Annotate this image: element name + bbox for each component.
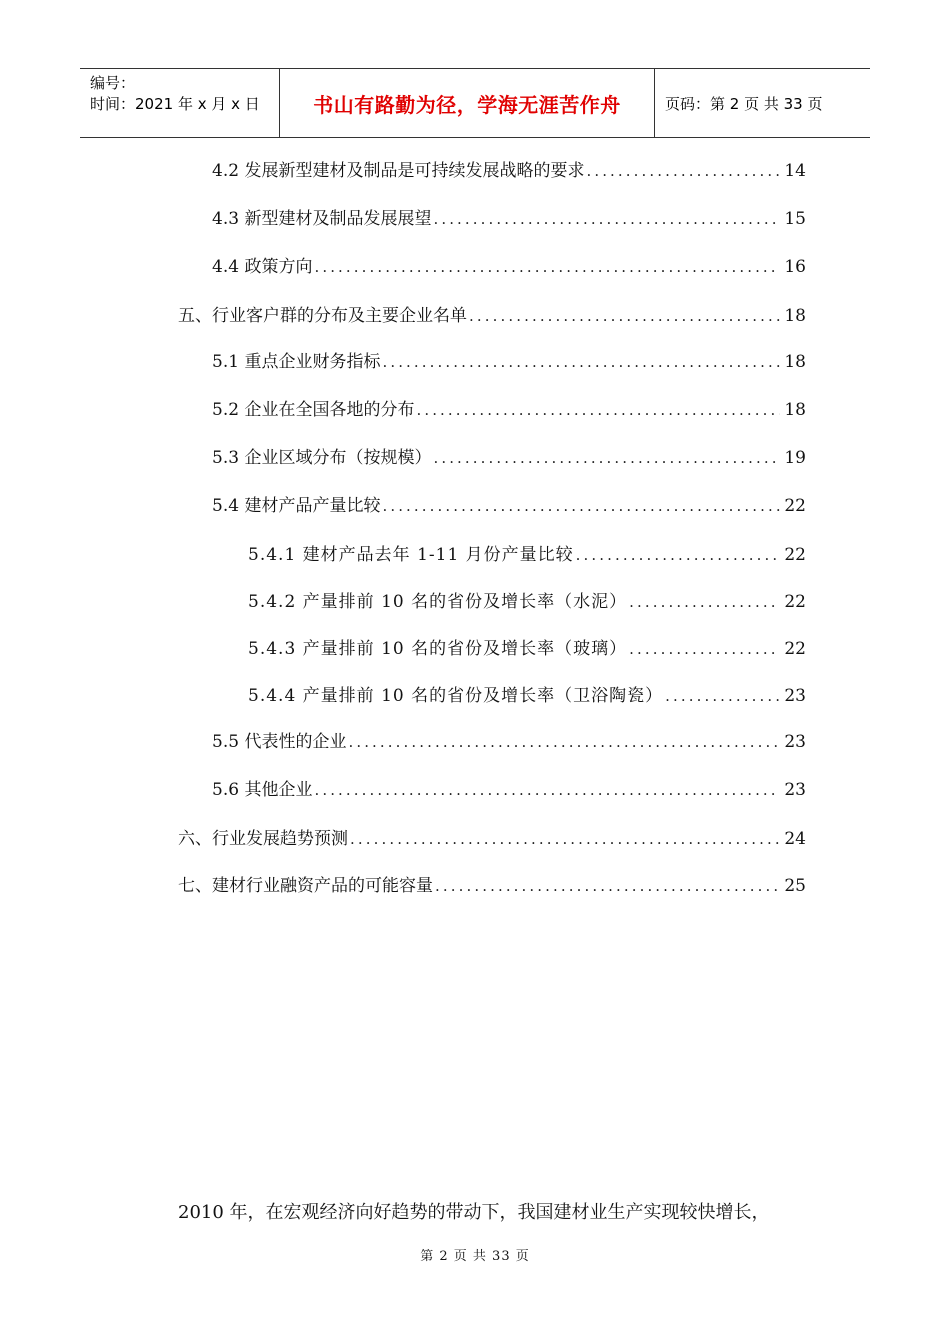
toc-entry[interactable] bbox=[178, 827, 806, 851]
toc-entry-label: 5.4 建材产品产量比较 bbox=[212, 496, 381, 516]
toc-entry[interactable] bbox=[248, 590, 806, 614]
toc-leader bbox=[586, 159, 780, 183]
header-motto: 书山有路勤为径，学海无涯苦作舟 bbox=[280, 69, 655, 137]
toc-leader bbox=[348, 730, 780, 754]
header-meta bbox=[80, 69, 280, 137]
toc-leader bbox=[350, 827, 780, 851]
toc-leader bbox=[469, 304, 780, 328]
toc-entry-page: 16 bbox=[784, 257, 806, 277]
toc-entry-label: 5.2 企业在全国各地的分布 bbox=[212, 400, 415, 420]
toc-entry[interactable] bbox=[212, 494, 806, 518]
toc-entry-page: 22 bbox=[784, 592, 806, 612]
toc-leader bbox=[629, 637, 780, 661]
toc-entry[interactable] bbox=[212, 207, 806, 231]
toc-entry[interactable] bbox=[212, 350, 806, 374]
toc-entry[interactable] bbox=[248, 684, 806, 708]
toc-entry-page: 18 bbox=[784, 400, 806, 420]
toc-leader bbox=[576, 543, 781, 567]
toc-entry-label: 5.4.3 产量排前 10 名的省份及增长率（玻璃） bbox=[248, 639, 628, 659]
toc-entry-label: 5.1 重点企业财务指标 bbox=[212, 352, 381, 372]
toc-entry-label: 5.5 代表性的企业 bbox=[212, 732, 347, 752]
toc-entry-page: 22 bbox=[784, 639, 806, 659]
toc-entry-page: 19 bbox=[784, 448, 806, 468]
toc-entry-page: 18 bbox=[784, 352, 806, 372]
toc-entry-label: 5.4.1 建材产品去年 1-11 月份产量比较 bbox=[248, 545, 574, 565]
toc-leader bbox=[435, 874, 780, 898]
toc-entry[interactable] bbox=[248, 543, 806, 567]
number-label: 编号： bbox=[90, 74, 136, 92]
toc-leader bbox=[382, 494, 780, 518]
toc-entry-label: 七、建材行业融资产品的可能容量 bbox=[178, 876, 433, 896]
toc-entry-page: 18 bbox=[784, 306, 806, 326]
toc-entry-label: 五、行业客户群的分布及主要企业名单 bbox=[178, 306, 467, 326]
toc-entry-page: 22 bbox=[784, 496, 806, 516]
toc-leader bbox=[665, 684, 780, 708]
toc-entry-label: 4.2 发展新型建材及制品是可持续发展战略的要求 bbox=[212, 161, 585, 181]
toc-entry[interactable] bbox=[212, 255, 806, 279]
toc-entry-label: 六、行业发展趋势预测 bbox=[178, 829, 348, 849]
toc-entry-page: 23 bbox=[784, 780, 806, 800]
toc-entry[interactable] bbox=[178, 874, 806, 898]
toc-leader bbox=[382, 350, 780, 374]
toc-entry-label: 5.3 企业区域分布（按规模） bbox=[212, 448, 432, 468]
toc-entry[interactable] bbox=[212, 398, 806, 422]
page-footer: 第 2 页 共 33 页 bbox=[420, 1249, 530, 1264]
toc-entry-label: 4.3 新型建材及制品发展展望 bbox=[212, 209, 432, 229]
toc-leader bbox=[314, 778, 780, 802]
toc-entry[interactable] bbox=[212, 730, 806, 754]
body-paragraph: 2010 年，在宏观经济向好趋势的带动下，我国建材业生产实现较快增长， bbox=[178, 1202, 770, 1223]
toc-leader bbox=[433, 446, 780, 470]
toc-entry[interactable] bbox=[212, 778, 806, 802]
toc-leader bbox=[416, 398, 780, 422]
toc-entry-page: 14 bbox=[784, 161, 806, 181]
toc-entry-label: 5.4.4 产量排前 10 名的省份及增长率（卫浴陶瓷） bbox=[248, 686, 664, 706]
toc-entry-page: 15 bbox=[784, 209, 806, 229]
toc-entry[interactable] bbox=[248, 637, 806, 661]
toc-leader bbox=[433, 207, 780, 231]
document-header bbox=[80, 68, 870, 138]
toc-entry-page: 23 bbox=[784, 686, 806, 706]
toc-entry-page: 25 bbox=[784, 876, 806, 896]
toc-entry-page: 22 bbox=[784, 545, 806, 565]
toc-entry[interactable] bbox=[212, 446, 806, 470]
time-label: 时间：2021 年 x 月 x 日 bbox=[90, 95, 260, 113]
toc-entry[interactable] bbox=[178, 304, 806, 328]
toc-leader bbox=[629, 590, 780, 614]
toc-entry-page: 24 bbox=[784, 829, 806, 849]
toc-entry-label: 5.6 其他企业 bbox=[212, 780, 313, 800]
toc-entry-label: 4.4 政策方向 bbox=[212, 257, 313, 277]
toc-entry-label: 5.4.2 产量排前 10 名的省份及增长率（水泥） bbox=[248, 592, 628, 612]
header-page-info: 页码：第 2 页 共 33 页 bbox=[665, 94, 823, 113]
toc-entry[interactable] bbox=[212, 159, 806, 183]
toc-leader bbox=[314, 255, 780, 279]
toc-entry-page: 23 bbox=[784, 732, 806, 752]
